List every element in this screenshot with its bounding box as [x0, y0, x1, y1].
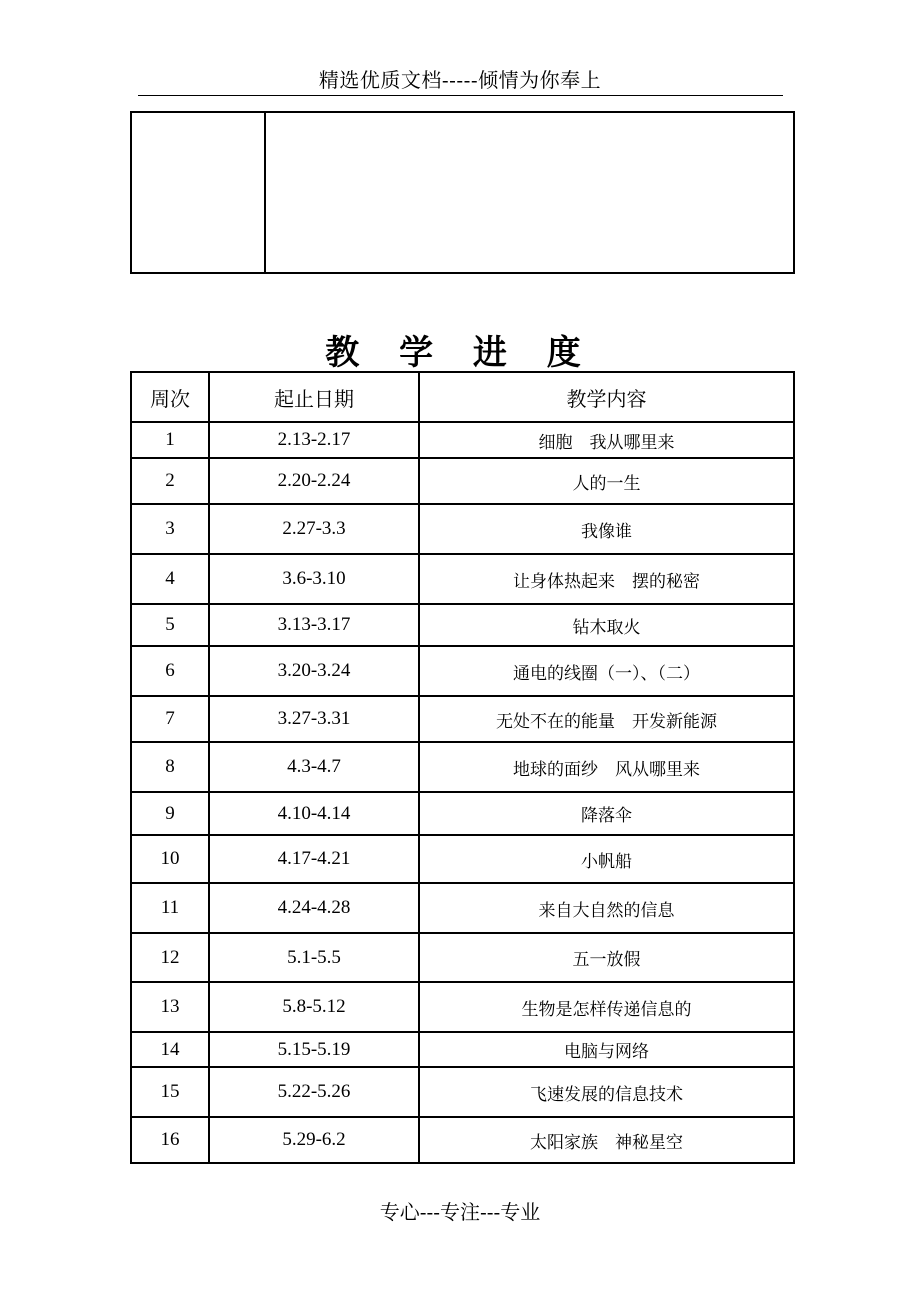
week-cell: 1	[131, 422, 209, 458]
header-rule	[138, 95, 783, 96]
content-cell: 降落伞	[419, 792, 794, 835]
table-row	[131, 1032, 794, 1067]
table-row	[131, 646, 794, 696]
week-cell: 8	[131, 742, 209, 792]
dates-cell: 5.8-5.12	[209, 982, 419, 1032]
table-row	[131, 458, 794, 504]
box-divider	[264, 113, 266, 272]
dates-cell: 5.29-6.2	[209, 1117, 419, 1163]
content-cell: 来自大自然的信息	[419, 883, 794, 933]
content-cell: 细胞 我从哪里来	[419, 422, 794, 458]
dates-cell: 5.22-5.26	[209, 1067, 419, 1117]
table-row	[131, 933, 794, 982]
content-cell: 地球的面纱 风从哪里来	[419, 742, 794, 792]
dates-cell: 4.3-4.7	[209, 742, 419, 792]
dates-cell: 2.20-2.24	[209, 458, 419, 504]
column-header-content: 教学内容	[419, 372, 794, 422]
content-cell: 人的一生	[419, 458, 794, 504]
table-row	[131, 422, 794, 458]
table-row	[131, 604, 794, 646]
week-cell: 3	[131, 504, 209, 554]
column-header-dates: 起止日期	[209, 372, 419, 422]
empty-table-box	[130, 111, 795, 274]
week-cell: 16	[131, 1117, 209, 1163]
content-cell: 太阳家族 神秘星空	[419, 1117, 794, 1163]
page-title: 教 学 进 度	[325, 333, 595, 373]
table-row	[131, 696, 794, 742]
content-cell: 通电的线圈（一）、（二）	[419, 646, 794, 696]
dates-cell: 4.10-4.14	[209, 792, 419, 835]
table-row	[131, 835, 794, 883]
dates-cell: 5.1-5.5	[209, 933, 419, 982]
page-header: 精选优质文档-----倾情为你奉上	[318, 68, 602, 92]
table-row	[131, 504, 794, 554]
table-row	[131, 1067, 794, 1117]
week-cell: 4	[131, 554, 209, 604]
content-cell: 钻木取火	[419, 604, 794, 646]
dates-cell: 2.27-3.3	[209, 504, 419, 554]
dates-cell: 4.24-4.28	[209, 883, 419, 933]
dates-cell: 2.13-2.17	[209, 422, 419, 458]
dates-cell: 5.15-5.19	[209, 1032, 419, 1067]
content-cell: 飞速发展的信息技术	[419, 1067, 794, 1117]
content-cell: 电脑与网络	[419, 1032, 794, 1067]
week-cell: 15	[131, 1067, 209, 1117]
dates-cell: 3.27-3.31	[209, 696, 419, 742]
dates-cell: 3.20-3.24	[209, 646, 419, 696]
table-row	[131, 982, 794, 1032]
week-cell: 12	[131, 933, 209, 982]
content-cell: 五一放假	[419, 933, 794, 982]
table-row	[131, 792, 794, 835]
week-cell: 14	[131, 1032, 209, 1067]
table-row	[131, 554, 794, 604]
week-cell: 2	[131, 458, 209, 504]
dates-cell: 4.17-4.21	[209, 835, 419, 883]
dates-cell: 3.6-3.10	[209, 554, 419, 604]
week-cell: 6	[131, 646, 209, 696]
week-cell: 5	[131, 604, 209, 646]
week-cell: 7	[131, 696, 209, 742]
schedule-table	[130, 371, 795, 1164]
table-header-row	[131, 372, 794, 422]
table-row	[131, 742, 794, 792]
week-cell: 10	[131, 835, 209, 883]
column-header-week: 周次	[131, 372, 209, 422]
content-cell: 让身体热起来 摆的秘密	[419, 554, 794, 604]
dates-cell: 3.13-3.17	[209, 604, 419, 646]
table-row	[131, 1117, 794, 1163]
week-cell: 13	[131, 982, 209, 1032]
content-cell: 我像谁	[419, 504, 794, 554]
week-cell: 9	[131, 792, 209, 835]
content-cell: 无处不在的能量 开发新能源	[419, 696, 794, 742]
page-footer: 专心---专注---专业	[379, 1200, 541, 1224]
content-cell: 小帆船	[419, 835, 794, 883]
week-cell: 11	[131, 883, 209, 933]
content-cell: 生物是怎样传递信息的	[419, 982, 794, 1032]
table-row	[131, 883, 794, 933]
